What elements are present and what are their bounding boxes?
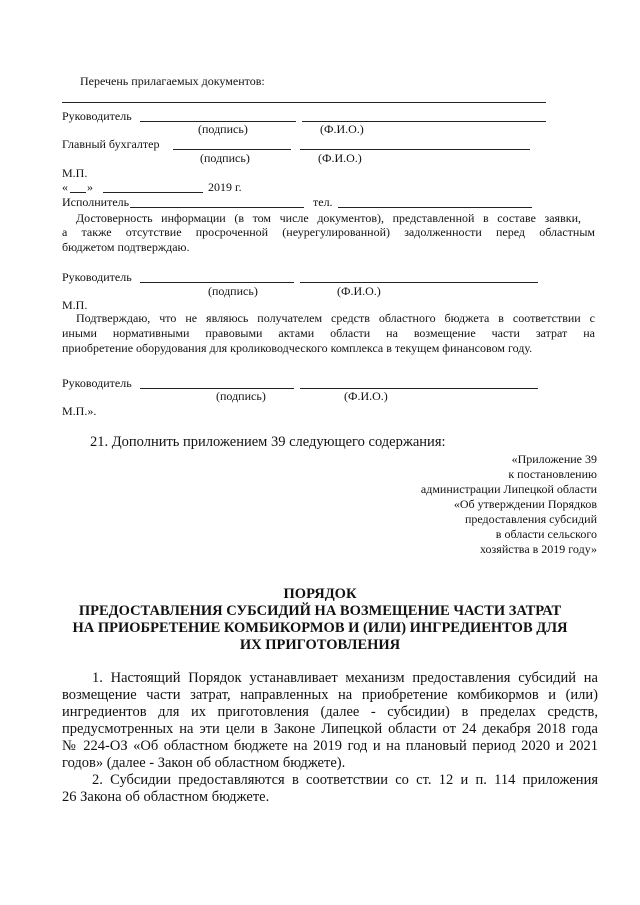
p1-line: 1. Настоящий Порядок устанавливает механизм предоставления субсидий на: [92, 670, 598, 686]
title-line: НА ПРИОБРЕТЕНИЕ КОМБИКОРМОВ И (ИЛИ) ИНГРЕДИЕНТОВ ДЛЯ: [72, 620, 568, 636]
title-line: ПОРЯДОК: [283, 586, 357, 602]
appendix-line: хозяйства в 2019 году»: [480, 542, 597, 556]
confirm2-line1: Подтверждаю, что не являюсь получателем средств областного бюджета в соответствии с: [76, 311, 595, 325]
confirm1-line1: Достоверность информации (в том числе документов), представленной в составе заявки,: [76, 211, 581, 225]
head3-sig-caption: (подпись): [216, 389, 266, 403]
p2-line: 2. Субсидии предоставляются в соответствии со ст. 12 и п. 114 приложения: [92, 772, 598, 788]
date-open-quote: «: [62, 180, 68, 194]
accountant-name-line: [300, 149, 530, 150]
appendix-line: «Об утверждении Порядков: [453, 497, 597, 511]
date-close-quote: »: [87, 180, 93, 194]
confirm1-line2: а также отсутствие просроченной (неурегулированной) задолженности перед областным: [62, 225, 595, 239]
tel-label: тел.: [313, 195, 333, 209]
p1-line: предусмотренных на эти цели в Законе Липецкой области от 24 декабря 2018 года: [62, 721, 598, 737]
p1-line: ингредиентов для их приготовления (далее - субсидии) в пределах средств,: [62, 704, 598, 720]
executor-line: [130, 207, 304, 208]
stamp-label: М.П.: [62, 166, 88, 180]
head3-fio-caption: (Ф.И.О.): [344, 389, 388, 403]
appendix-line: в области сельского: [495, 527, 597, 541]
appendix-line: к постановлению: [508, 467, 597, 481]
title-line: ПРЕДОСТАВЛЕНИЯ СУБСИДИЙ НА ВОЗМЕЩЕНИЕ ЧАСТИ ЗАТРАТ: [78, 603, 562, 619]
appendix-line: «Приложение 39: [511, 452, 597, 466]
p1-line: годов» (далее - Закон об областном бюджете).: [62, 755, 346, 771]
p1-line: возмещение части затрат, направленных на приобретение комбикормов и (или): [62, 687, 598, 703]
appendix-line: предоставления субсидий: [464, 512, 597, 526]
head3-label: Руководитель: [62, 376, 132, 390]
accountant-fio-caption: (Ф.И.О.): [318, 151, 362, 165]
head-fio-caption: (Ф.И.О.): [320, 122, 364, 136]
date-year: 2019 г.: [208, 180, 242, 194]
title-line: ИХ ПРИГОТОВЛЕНИЯ: [239, 637, 401, 653]
head2-name-line: [300, 282, 538, 283]
head2-fio-caption: (Ф.И.О.): [337, 284, 381, 298]
accountant-signature-line: [173, 149, 291, 150]
date-month-line: [103, 192, 203, 193]
head-sig-caption: (подпись): [198, 122, 248, 136]
date-day-line: [70, 192, 86, 193]
tel-line: [338, 207, 532, 208]
p2-line: 26 Закона об областном бюджете.: [62, 789, 270, 805]
attached-docs-label: Перечень прилагаемых документов:: [80, 74, 265, 88]
head2-signature-line: [140, 282, 294, 283]
chief-accountant-label: Главный бухгалтер: [62, 137, 160, 151]
executor-label: Исполнитель: [62, 195, 130, 209]
item-21: 21. Дополнить приложением 39 следующего содержания:: [90, 434, 446, 450]
p1-line: № 224-ОЗ «Об областном бюджете на 2019 год и на плановый период 2020 и 2021: [62, 738, 598, 754]
accountant-sig-caption: (подпись): [200, 151, 250, 165]
head3-name-line: [300, 388, 538, 389]
appendix-line: администрации Липецкой области: [420, 482, 597, 496]
head-label: Руководитель: [62, 109, 132, 123]
confirm2-line2: иными нормативными правовыми актами области на возмещение части затрат на: [62, 326, 595, 340]
stamp3-label: М.П.».: [62, 404, 97, 418]
head2-label: Руководитель: [62, 270, 132, 284]
attached-docs-line: [62, 102, 546, 103]
confirm1-line3: бюджетом подтверждаю.: [62, 240, 190, 254]
head2-sig-caption: (подпись): [208, 284, 258, 298]
confirm2-line3: приобретение оборудования для кролиководческого комплекса в текущем финансовом году.: [62, 341, 533, 355]
stamp2-label: М.П.: [62, 298, 88, 312]
